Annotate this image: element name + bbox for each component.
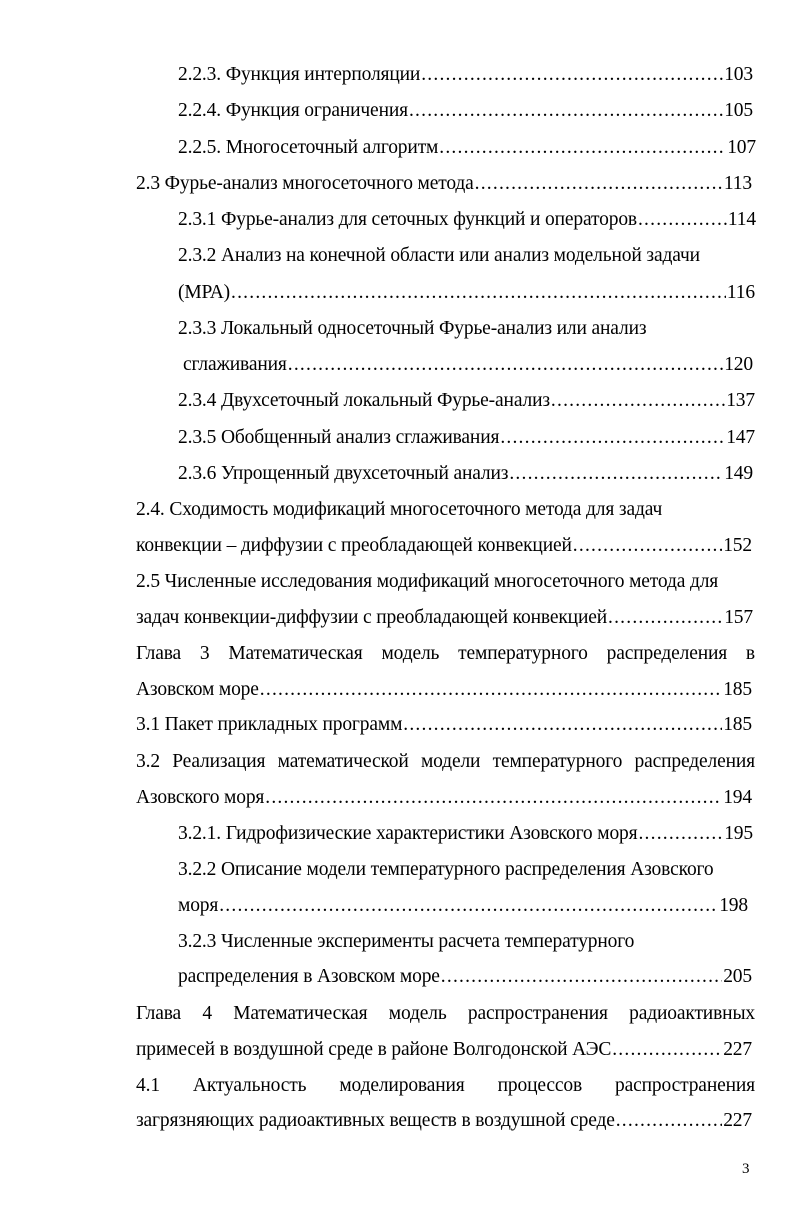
toc-leader-dots [616,1109,722,1133]
toc-entry-2-5 [136,606,753,630]
toc-entry-title: Азовском море [136,679,259,700]
toc-entry-2-3-2-line1: 2.3.2 Анализ на конечной области или анализ модельной задачи [178,245,700,266]
toc-leader-dots [551,389,725,413]
toc-leader-dots [265,786,722,810]
toc-entry-3-2-3 [178,965,752,989]
toc-entry-page: 205 [723,966,752,987]
toc-leader-dots [441,965,722,989]
toc-entry-2-3-1 [178,208,756,232]
toc-entry-title: 2.2.4. Функция ограничения [178,100,408,121]
toc-entry-page: 198 [719,895,748,916]
toc-leader-dots [509,462,723,486]
toc-entry-page: 103 [724,64,753,85]
toc-entry-3-2-line1: 3.2 Реализация математической модели температурного распределения [136,751,755,772]
toc-entry-2-4 [136,534,752,558]
toc-entry-3-1 [136,713,752,737]
toc-entry-title: 2.3 Фурье-анализ многосеточного метода [136,173,474,194]
toc-leader-dots [403,713,722,737]
toc-leader-dots [475,172,723,196]
toc-entry-title: конвекции – диффузии с преобладающей конвекцией [136,535,572,556]
toc-entry-3-2-2-line1: 3.2.2 Описание модели температурного распределения Азовского [178,859,714,880]
toc-entry-3-2-1 [178,822,753,846]
toc-entry-title: 2.3.5 Обобщенный анализ сглаживания [178,427,500,448]
toc-entry-2-5-line1: 2.5 Численные исследования модификаций многосеточного метода для [136,571,719,592]
toc-entry-page: 227 [723,1039,752,1060]
toc-entry-2-3-6 [178,462,753,486]
toc-entry-chapter-4-line1: Глава 4 Математическая модель распространения радиоактивных [136,1003,755,1024]
toc-entry-2-2-5 [178,136,756,160]
toc-leader-dots [409,99,723,123]
toc-entry-chapter-3 [136,678,752,702]
toc-entry-2-2-4 [178,99,753,123]
toc-entry-3-2-2 [178,894,748,918]
page-number: 3 [742,1161,750,1177]
toc-leader-dots [288,353,723,377]
toc-entry-title: моря [178,895,219,916]
toc-entry-2-2-3 [178,63,753,87]
toc-entry-page: 137 [726,390,755,411]
toc-entry-page: 149 [724,463,753,484]
toc-entry-page: 107 [727,137,756,158]
toc-entry-2-3-2 [178,281,755,305]
toc-entry-2-4-line1: 2.4. Сходимость модификаций многосеточного метода для задач [136,499,663,520]
toc-entry-2-3 [136,172,752,196]
toc-entry-page: 157 [724,607,753,628]
toc-leader-dots [608,606,723,630]
toc-leader-dots [638,822,723,846]
toc-entry-title: распределения в Азовском море [178,966,440,987]
toc-entry-page: 116 [726,282,755,303]
toc-entry-title: загрязняющих радиоактивных веществ в воздушной среде [136,1110,615,1131]
toc-entry-chapter-3-line1: Глава 3 Математическая модель температурного распределения в [136,643,755,664]
toc-entry-2-3-4 [178,389,755,413]
toc-entry-page: 185 [723,714,752,735]
toc-leader-dots [500,426,725,450]
toc-leader-dots [573,534,722,558]
toc-entry-title: 2.3.6 Упрощенный двухсеточный анализ [178,463,509,484]
toc-entry-page: 113 [723,173,752,194]
toc-entry-3-2 [136,786,752,810]
toc-entry-title: 3.2.1. Гидрофизические характеристики Азовского моря [178,823,638,844]
toc-entry-page: 195 [724,823,753,844]
toc-entry-page: 105 [724,100,753,121]
toc-entry-2-3-5 [178,426,755,450]
toc-entry-page: 120 [724,354,753,375]
toc-entry-title: 2.3.1 Фурье-анализ для сеточных функций и операторов [178,209,637,230]
toc-entry-page: 194 [723,787,752,808]
toc-entry-title: (МРА) [178,282,231,303]
toc-entry-title: 2.2.5. Многосеточный алгоритм [178,137,439,158]
toc-entry-3-2-3-line1: 3.2.3 Численные эксперименты расчета температурного [178,931,635,952]
toc-entry-4-1 [136,1109,752,1133]
toc-entry-2-3-3 [183,353,753,377]
toc-entry-page: 114 [727,209,756,230]
toc-entry-title: сглаживания [183,354,287,375]
toc-entry-4-1-line1: 4.1 Актуальность моделирования процессов распространения [136,1075,755,1096]
toc-entry-2-3-3-line1: 2.3.3 Локальный односеточный Фурье-анализ или анализ [178,318,647,339]
toc-leader-dots [612,1038,722,1062]
toc-entry-title: 3.1 Пакет прикладных программ [136,714,403,735]
toc-entry-title: Азовского моря [136,787,265,808]
toc-leader-dots [260,678,722,702]
toc-entry-title: 2.3.4 Двухсеточный локальный Фурье-анализ [178,390,550,411]
toc-leader-dots [421,63,723,87]
toc-entry-page: 147 [726,427,755,448]
toc-entry-page: 152 [723,535,752,556]
toc-entry-page: 227 [723,1110,752,1131]
toc-entry-title: примесей в воздушной среде в районе Волгодонской АЭС [136,1039,612,1060]
toc-leader-dots [231,281,726,305]
toc-entry-title: задач конвекции-диффузии с преобладающей конвекцией [136,607,608,628]
toc-entry-page: 185 [723,679,752,700]
toc-entry-title: 2.2.3. Функция интерполяции [178,64,421,85]
toc-entry-chapter-4 [136,1038,752,1062]
toc-leader-dots [638,208,727,232]
toc-leader-dots [219,894,718,918]
toc-leader-dots [439,136,726,160]
